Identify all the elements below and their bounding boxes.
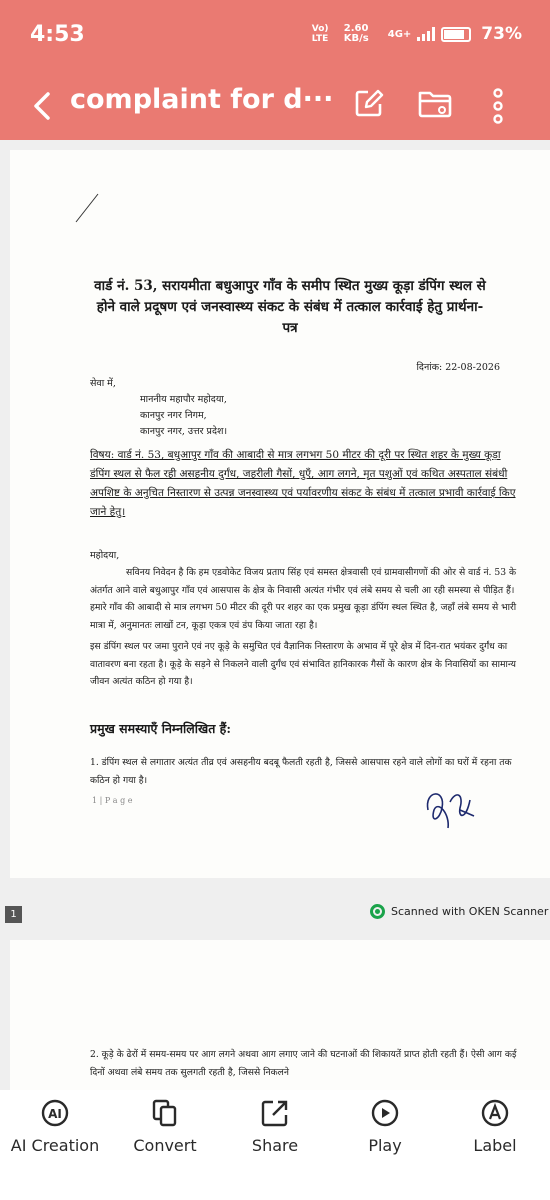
- edit-icon[interactable]: [354, 88, 384, 118]
- page-index-badge: 1: [5, 906, 22, 923]
- chevron-left-icon[interactable]: [28, 88, 58, 124]
- share-label: Share: [251, 1136, 299, 1155]
- network-type-label: 4G+: [387, 28, 412, 40]
- play-button[interactable]: [330, 1098, 440, 1155]
- letter-subject: विषय: वार्ड नं. 53, बधुआपुर गाँव की आबादी से मात्र लगभग 50 मीटर की दूरी पर स्थित शहर के मुख्य कूड़ा डंपिंग स्थल से फैल रही असहनीय दुर्गंध, जहरीली गैसों, धुएँ, आग लगने, मृत पशुओं एवं कथित अस्पताल संबंधी अपशिष्ट के अनुचित निस्तारण से उत्पन्न जनस्वास्थ्य एवं पर्यावरणीय संकट के संबंध में तत्काल प्रभावी कार्रवाई किए जाने हेतु।: [90, 449, 516, 518]
- ai-creation-label: AI Creation: [10, 1136, 100, 1155]
- letter-heading: वार्ड नं. 53, सरायमीता बधुआपुर गाँव के समीप स्थित मुख्य कूड़ा डंपिंग स्थल से होने वाले प्रदूषण एवं जनस्वास्थ्य संकट के संबंध में तत्काल कार्रवाई हेतु प्रार्थना-पत्र: [94, 278, 486, 336]
- bottom-toolbar: [0, 1090, 550, 1200]
- letter-date: दिनांक: 22-08-2026: [416, 362, 500, 373]
- document-page-1: [10, 150, 550, 878]
- signature: [420, 780, 480, 840]
- letter-paragraph: सविनय निवेदन है कि हम एडवोकेट विजय प्रताप सिंह एवं समस्त क्षेत्रवासी एवं ग्रामवासीगणों की ओर से वार्ड नं. 53 के अंतर्गत आने वाले बधुआपुर गाँव एवं आसपास के क्षेत्र के निवासी अत्यंत गंभीर एवं लंबे समय से चली आ रही समस्या से पीड़ित हैं। हमारे गाँव की आबादी से मात्र लगभग 50 मीटर की दूरी पर शहर का एक प्रमुख कूड़ा डंपिंग स्थल स्थित है, जहाँ लंबे समय से भारी मात्रा में, अनुमानतः लाखों टन, कूड़ा एकत्र एवं डंप किया जाता रहा है।: [90, 567, 517, 631]
- status-indicators: [312, 24, 522, 44]
- network-label: Vo) LTE: [311, 24, 329, 44]
- play-icon: [370, 1098, 400, 1128]
- speed-label: 2.60 KB/s: [343, 23, 369, 44]
- document-title: complaint for d···: [70, 84, 334, 115]
- address-line: कानपुर नगर निगम,: [140, 410, 207, 421]
- convert-label: Convert: [133, 1136, 197, 1155]
- letter-greeting: महोदया,: [90, 550, 120, 561]
- share-icon: [260, 1098, 290, 1128]
- folder-icon[interactable]: [418, 88, 452, 118]
- play-label: Play: [368, 1136, 402, 1155]
- scanner-watermark: [370, 904, 548, 919]
- oken-scanner-icon: [370, 904, 385, 919]
- convert-icon: [150, 1098, 180, 1128]
- document-viewer[interactable]: [0, 140, 550, 1090]
- label-icon: [480, 1098, 510, 1128]
- battery-icon: [441, 27, 471, 42]
- status-time: 4:53: [30, 22, 85, 47]
- letter-paragraph: इस डंपिंग स्थल पर जमा पुराने एवं नए कूड़े के समुचित एवं वैज्ञानिक निस्तारण के अभाव में पूरे क्षेत्र में दिन-रात भयंकर दुर्गंध का वातावरण बना रहता है। कूड़े के सड़ने से निकलने वाली दुर्गंध एवं संभावित हानिकारक गैसों के कारण क्षेत्र के निवासियों का सामान्य जीवन अत्यंत कठिन हो गया है।: [90, 641, 516, 688]
- problem-point: 1. डंपिंग स्थल से लगातार अत्यंत तीव्र एवं असहनीय बदबू फैलती रहती है, जिससे आसपास रहने वाले लोगों का घरों में रहना तक कठिन हो गया है।: [90, 757, 512, 786]
- more-vertical-icon[interactable]: [488, 86, 508, 126]
- status-bar: [0, 0, 550, 72]
- signal-icon: [417, 27, 435, 41]
- share-button[interactable]: [220, 1098, 330, 1155]
- scanner-label: Scanned with OKEN Scanner: [391, 905, 549, 918]
- address-line: माननीय महापौर महोदया,: [140, 394, 227, 405]
- svg-text:AI: AI: [48, 1107, 62, 1121]
- label-label: Label: [473, 1136, 517, 1155]
- letter-salutation: सेवा में,: [90, 378, 116, 389]
- document-page-2: [10, 940, 550, 1090]
- ai-creation-button[interactable]: [0, 1098, 110, 1155]
- problem-point: 2. कूड़े के ढेरों में समय-समय पर आग लगने अथवा आग लगाए जाने की घटनाओं की शिकायतें प्राप्त होती रहती हैं। ऐसी आग कई दिनों अथवा लंबे समय तक सुलगती रहती है, जिससे निकलने: [90, 1049, 517, 1078]
- battery-percent: 73%: [481, 24, 522, 44]
- page-number: 1 | P a g e: [92, 796, 133, 805]
- problems-heading: प्रमुख समस्याएँ निम्नलिखित हैं:: [90, 721, 231, 736]
- address-line: कानपुर नगर, उत्तर प्रदेश।: [140, 426, 228, 437]
- ai-creation-icon: [40, 1098, 70, 1128]
- convert-button[interactable]: [110, 1098, 220, 1155]
- pen-stroke-mark: [72, 190, 102, 226]
- app-bar: [0, 72, 550, 140]
- label-button[interactable]: [440, 1098, 550, 1155]
